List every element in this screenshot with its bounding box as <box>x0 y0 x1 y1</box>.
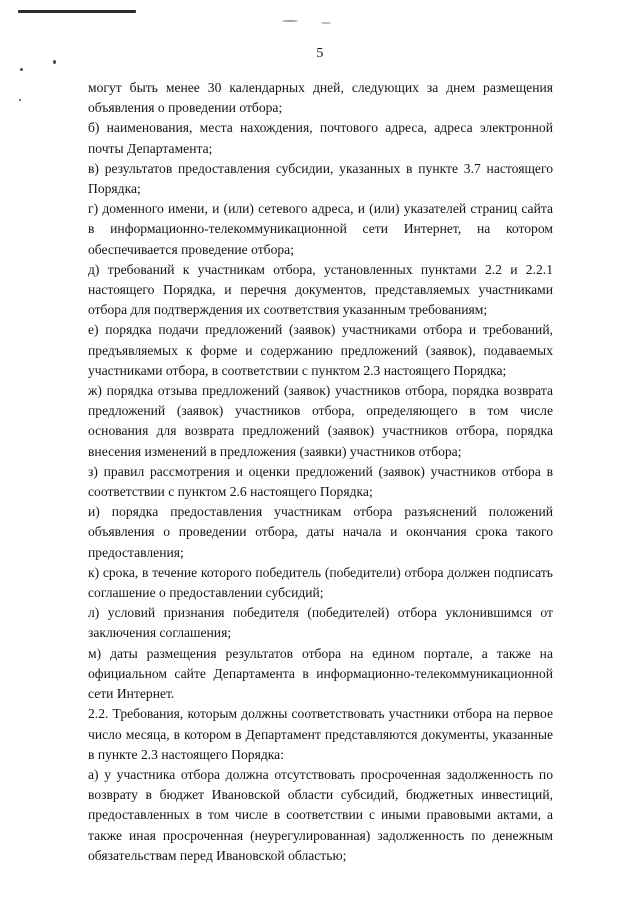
page-number: 5 <box>316 46 324 61</box>
paragraph-i: и) порядка предоставления участникам отбора разъяснений положений объявления о проведении отбора, даты начала и окончания срока такого предоставления; <box>88 504 553 560</box>
paragraph-v: в) результатов предоставления субсидии, указанных в пункте 3.7 настоящего Порядка; <box>88 160 553 197</box>
scan-speck <box>282 20 298 22</box>
paragraph-2-2-a: а) у участника отбора должна отсутствовать просроченная задолженность по возврату в бюджет Ивановской области субсидий, бюджетных инвестиций, предоставленных в том числе в соответствии с иными правовыми актами, а также иная просроченная (неурегулированная) задолженность по денежным обязательствам перед Ивановской областью; <box>88 766 553 863</box>
paragraph-z: з) правил рассмотрения и оценки предложений (заявок) участников отбора в соответствии с пунктом 2.6 настоящего Порядка; <box>88 463 553 500</box>
paragraph-m: м) даты размещения результатов отбора на едином портале, а также на официальном сайте Департамента в информационно-телекоммуникационной сети Интернет. <box>88 645 553 702</box>
paragraph-e: е) порядка подачи предложений (заявок) участниками отбора и требований, предъявляемых к форме и содержанию предложений (заявок), подаваемых участниками отбора, в соответствии с пунктом 2.3 настоящего Порядка; <box>88 322 553 378</box>
paragraph-section-2-2: 2.2. Требования, которым должны соответствовать участники отбора на первое число месяца, в котором в Департамент представляются документы, указанные в пункте 2.3 настоящего Порядка: <box>88 706 553 762</box>
paragraph-zh: ж) порядка отзыва предложений (заявок) участников отбора, порядка возврата предложений (заявок) участников отбора, определяющего в том числе основания для возврата предложений (заявок) участников отбора, порядка внесения изменений в предложения (заявки) участников отбора; <box>88 383 553 459</box>
scan-speck <box>321 22 331 24</box>
paragraph-g: г) доменного имени, и (или) сетевого адреса, и (или) указателей страниц сайта в информационно-телекоммуникационной сети Интернет, на котором обеспечивается проведение отбора; <box>88 201 553 257</box>
paragraph-b: б) наименования, места нахождения, почтового адреса, адреса электронной почты Департамента; <box>88 120 553 156</box>
paragraph-l: л) условий признания победителя (победителей) отбора уклонившимся от заключения соглашения; <box>88 605 553 641</box>
paragraph-d: д) требований к участникам отбора, установленных пунктами 2.2 и 2.2.1 настоящего Порядка, и перечня документов, представляемых участниками отбора для подтверждения их соответствия указанным требованиям; <box>88 261 553 318</box>
scan-speck <box>20 68 23 71</box>
paragraph-continued: могут быть менее 30 календарных дней, следующих за днем размещения объявления о проведении отбора; <box>88 80 553 116</box>
paragraph-k: к) срока, в течение которого победитель (победители) отбора должен подписать соглашение о предоставлении субсидий; <box>88 564 553 601</box>
scan-artifact-top-bar <box>18 10 136 13</box>
scan-speck <box>19 99 21 101</box>
document-body <box>88 78 553 866</box>
